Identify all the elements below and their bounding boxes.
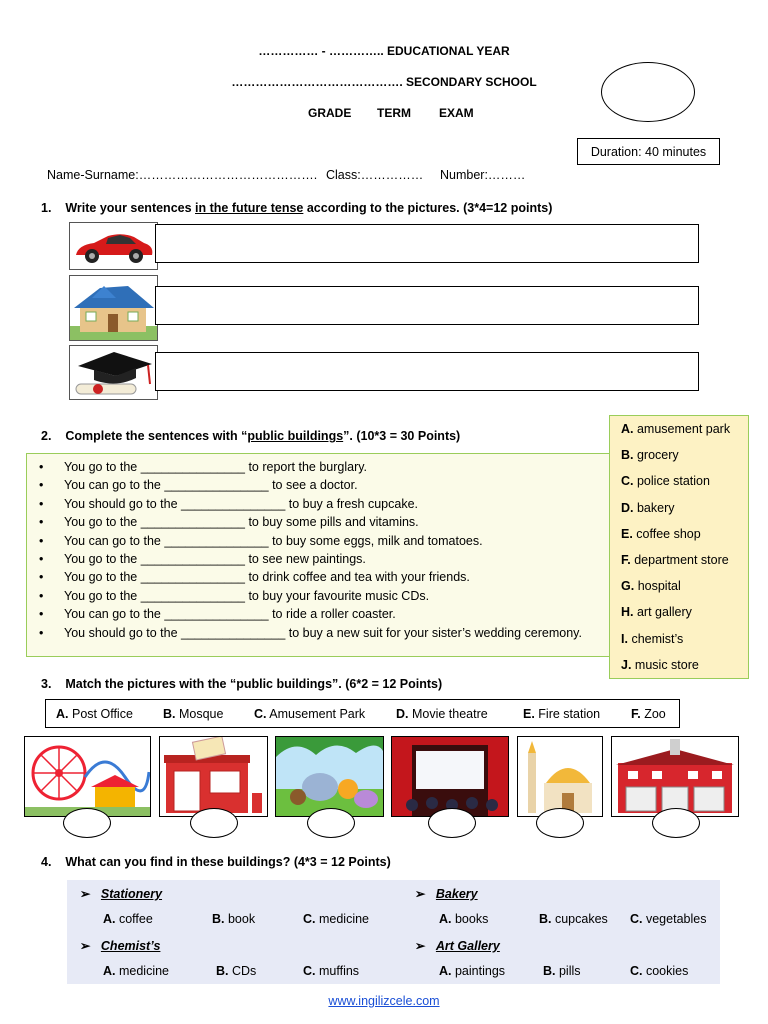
q1-pre: Write your sentences [65, 201, 196, 215]
q4-choice[interactable]: A. books [439, 912, 489, 926]
q1-answer-box-2[interactable] [155, 286, 699, 325]
answer-oval-2[interactable] [190, 808, 238, 838]
answer-oval-1[interactable] [63, 808, 111, 838]
q4-heading-chemists: ➢ Chemist’s [80, 939, 161, 953]
question-4-title [41, 855, 391, 869]
q4-choice[interactable]: A. coffee [103, 912, 153, 926]
answer-oval-5[interactable] [536, 808, 584, 838]
school-line: ……………………………………. SECONDARY SCHOOL [231, 75, 537, 89]
q2-pre: Complete the sentences with “ [65, 429, 248, 443]
q4-choice[interactable]: C. vegetables [630, 912, 707, 926]
question-3-title [41, 677, 442, 691]
q2-sentence[interactable]: • You go to the _______________ to report the burglary. [27, 458, 617, 476]
q4-choice[interactable]: C. muffins [303, 964, 360, 978]
question-2-title [41, 429, 460, 443]
q1-answer-box-3[interactable] [155, 352, 699, 391]
number-field[interactable]: Number:……… [440, 168, 526, 182]
q2-option: H. art gallery [621, 605, 692, 620]
q4-choice[interactable]: A. medicine [103, 964, 170, 978]
q2-sentence[interactable]: • You should go to the _______________ to buy a new suit for your sister’s wedding ceremony. [27, 624, 617, 642]
q4-choice[interactable]: B. pills [543, 964, 581, 978]
grade-label: GRADE [308, 106, 352, 120]
post-office-image [159, 736, 268, 817]
q3-option-b: B. Mosque [163, 706, 224, 721]
q4-title-text: What can you find in these buildings? (4*3 = 12 Points) [65, 855, 391, 869]
q1-number: 1. [41, 201, 52, 215]
q4-choice[interactable]: B. CDs [216, 964, 257, 978]
q3-title-text: Match the pictures with the “public buildings”. (6*2 = 12 Points) [65, 677, 443, 691]
q2-option: G. hospital [621, 579, 681, 594]
q3-option-d: D. Movie theatre [396, 706, 488, 721]
q3-number: 3. [41, 677, 52, 691]
q2-option: I. chemist’s [621, 631, 684, 646]
q4-heading-stationery: ➢ Stationery [80, 887, 163, 901]
q2-options-box [609, 415, 749, 679]
q4-heading-art-gallery: ➢ Art Gallery [415, 939, 500, 953]
q2-sentence[interactable]: • You can go to the _______________ to ride a roller coaster. [27, 605, 617, 623]
q1-answer-box-1[interactable] [155, 224, 699, 263]
q2-underlined: public buildings [247, 429, 344, 443]
q2-sentence[interactable]: • You go to the _______________ to buy some pills and vitamins. [27, 513, 617, 531]
q4-choice[interactable]: C. cookies [630, 964, 689, 978]
q4-number: 4. [41, 855, 52, 869]
q4-choice[interactable]: B. book [212, 912, 256, 926]
answer-oval-6[interactable] [652, 808, 700, 838]
q4-choice[interactable]: C. medicine [303, 912, 370, 926]
zoo-image [275, 736, 384, 817]
q2-option: D. bakery [621, 500, 675, 515]
duration-text: Duration: 40 minutes [590, 144, 707, 159]
q2-sentence[interactable]: • You go to the _______________ to see new paintings. [27, 550, 617, 568]
q4-choice[interactable]: A. paintings [439, 964, 506, 978]
q2-post: ”. (10*3 = 30 Points) [343, 429, 461, 443]
duration-box [577, 138, 720, 165]
q2-sentence[interactable]: • You go to the _______________ to drink coffee and tea with your friends. [27, 568, 617, 586]
q3-option-e: E. Fire station [523, 706, 601, 721]
q2-option: E. coffee shop [621, 526, 701, 541]
score-oval[interactable] [601, 62, 695, 122]
mosque-image [517, 736, 603, 817]
q1-post: according to the pictures. (3*4=12 points) [303, 201, 553, 215]
movie-theatre-image [391, 736, 509, 817]
q2-option: B. grocery [621, 448, 679, 463]
q2-option: A. amusement park [621, 422, 731, 436]
q2-sentence-list [27, 458, 617, 642]
q2-sentences-box [26, 453, 618, 657]
q2-sentence[interactable]: • You can go to the _______________ to buy some eggs, milk and tomatoes. [27, 532, 617, 550]
q2-number: 2. [41, 429, 52, 443]
q1-underlined: in the future tense [195, 201, 304, 215]
educational-year-line: …………… - ………….. EDUCATIONAL YEAR [258, 44, 510, 58]
q3-options-box [45, 699, 680, 728]
q2-option: F. department store [621, 553, 729, 568]
term-label: TERM [377, 106, 411, 120]
graduation-cap-image [69, 345, 158, 400]
house-image [69, 275, 158, 341]
q3-option-f: F. Zoo [631, 706, 666, 721]
q2-sentence[interactable]: • You go to the _______________ to buy your favourite music CDs. [27, 587, 617, 605]
answer-oval-3[interactable] [307, 808, 355, 838]
exam-label: EXAM [439, 106, 474, 120]
question-1-title [41, 201, 552, 215]
fire-station-image [611, 736, 739, 817]
q3-option-c: C. Amusement Park [254, 706, 366, 721]
q2-option: C. police station [621, 474, 710, 489]
amusement-park-image [24, 736, 151, 817]
q4-heading-bakery: ➢ Bakery [415, 887, 478, 901]
footer-link[interactable]: www.ingilizcele.com [328, 994, 440, 1008]
red-car-image [69, 222, 158, 270]
q2-sentence[interactable]: • You should go to the _______________ to buy a fresh cupcake. [27, 495, 617, 513]
answer-oval-4[interactable] [428, 808, 476, 838]
q4-panel [67, 880, 720, 984]
q2-sentence[interactable]: • You can go to the _______________ to see a doctor. [27, 476, 617, 494]
name-surname-field[interactable]: Name-Surname:……………………………………. [47, 168, 318, 182]
q3-option-a: A. Post Office [56, 706, 133, 721]
q2-option: J. music store [621, 657, 699, 672]
class-field[interactable]: Class:…………… [326, 168, 424, 182]
q4-choice[interactable]: B. cupcakes [539, 912, 608, 926]
